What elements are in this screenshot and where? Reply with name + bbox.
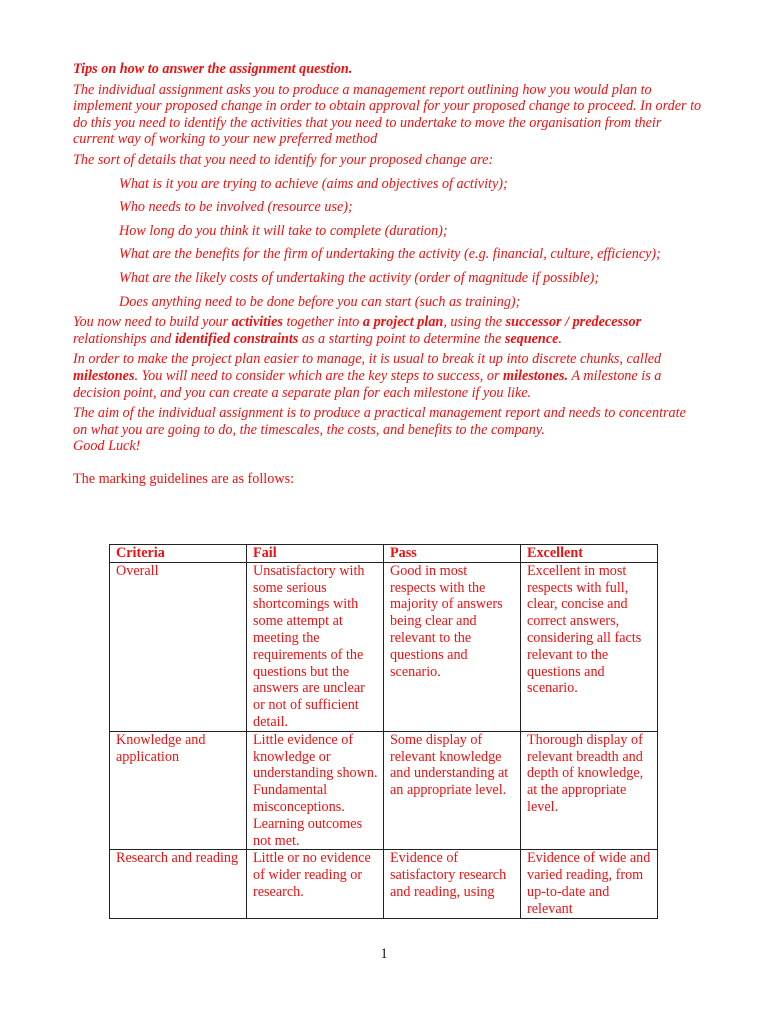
table-cell: Evidence of wide and varied reading, from up-to-date and relevant	[521, 850, 658, 918]
list-item: Who needs to be involved (resource use);	[119, 199, 353, 216]
header-pass: Pass	[384, 545, 521, 563]
header-fail: Fail	[247, 545, 384, 563]
table-cell: Thorough display of relevant breadth and depth of knowledge, at the appropriate level.	[521, 731, 658, 850]
good-luck: Good Luck!	[73, 438, 141, 455]
details-lead: The sort of details that you need to identify for your proposed change are:	[73, 151, 494, 168]
table-cell: Knowledge and application	[110, 731, 247, 850]
list-item: What are the likely costs of undertaking the activity (order of magnitude if possible);	[119, 269, 600, 286]
table-cell: Some display of relevant knowledge and understanding at an appropriate level.	[384, 731, 521, 850]
table-row	[110, 731, 658, 850]
table-cell: Overall	[110, 562, 247, 731]
list-item: Does anything need to be done before you can start (such as training);	[119, 293, 521, 310]
header-excellent: Excellent	[521, 545, 658, 563]
table-cell: Good in most respects with the majority of answers being clear and relevant to the questions and scenario.	[384, 562, 521, 731]
table-header-row	[110, 545, 658, 563]
milestone-paragraph: In order to make the project plan easier to manage, it is usual to break it up into discrete chunks, called milestones. You will need to consider which are the key steps to success, or milestones. A milestone is a decision point, and you can create a separate plan for each milestone if you like.	[73, 351, 662, 401]
header-criteria: Criteria	[110, 545, 247, 563]
list-item: What are the benefits for the firm of undertaking the activity (e.g. financial, culture, efficiency);	[119, 246, 661, 263]
marking-intro: The marking guidelines are as follows:	[73, 470, 295, 487]
question-list	[119, 176, 703, 311]
table-cell: Little or no evidence of wider reading or research.	[247, 850, 384, 918]
page-number: 1	[380, 946, 388, 962]
table-cell: Evidence of satisfactory research and reading, using	[384, 850, 521, 918]
list-item: How long do you think it will take to complete (duration);	[119, 222, 448, 239]
aim-paragraph: The aim of the individual assignment is to produce a practical management report and needs to concentrate on what you are going to do, the timescales, the costs, and benefits to the company.	[73, 405, 686, 438]
table-row	[110, 850, 658, 918]
plan-paragraph: You now need to build your activities together into a project plan, using the successor / predecessor relationships and identified constraints as a starting point to determine the sequence.	[73, 314, 642, 347]
table-cell: Little evidence of knowledge or understanding shown. Fundamental misconceptions. Learning outcomes not met.	[247, 731, 384, 850]
list-item: What is it you are trying to achieve (aims and objectives of activity);	[119, 175, 508, 192]
table-cell: Unsatisfactory with some serious shortcomings with some attempt at meeting the requirements of the questions but the answers are unclear or not of sufficient detail.	[247, 562, 384, 731]
table-cell: Excellent in most respects with full, clear, concise and correct answers, considering all facts relevant to the questions and scenario.	[521, 562, 658, 731]
table-cell: Research and reading	[110, 850, 247, 918]
table-row	[110, 562, 658, 731]
heading: Tips on how to answer the assignment question.	[73, 61, 353, 77]
marking-table	[109, 544, 658, 919]
document-page	[73, 61, 703, 487]
intro-paragraph: The individual assignment asks you to produce a management report outlining how you would plan to implement your proposed change in order to obtain approval for your proposed change to proceed. In order to do this you need to identify the activities that you need to undertake to move the organisation from their current way of working to your new preferred method	[73, 81, 702, 148]
